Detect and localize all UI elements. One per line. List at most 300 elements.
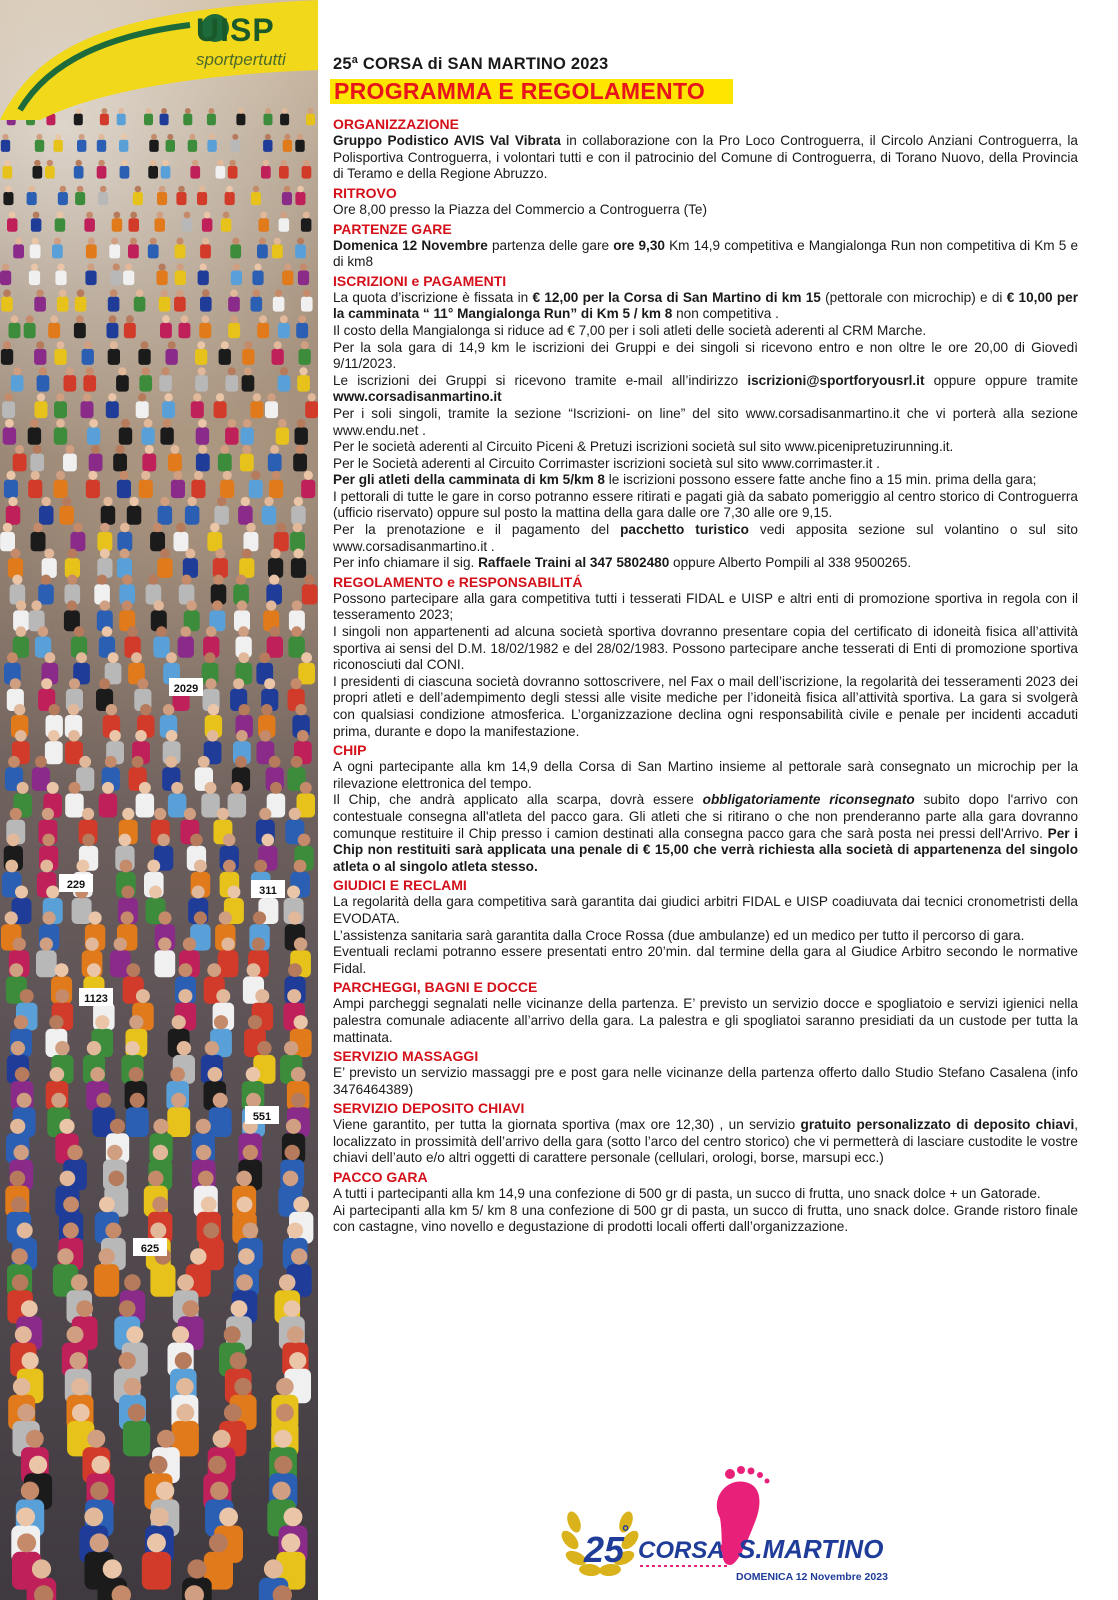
runner-body [0,532,15,551]
runner-head [156,626,167,637]
runner-head [141,471,150,480]
runner-head [294,549,304,559]
runner-head [40,937,53,950]
runner-head [110,289,118,297]
runner-body [159,297,171,312]
runner-body [161,166,171,179]
runner-head [3,289,11,297]
runner-body [113,454,127,472]
runner-head [296,445,305,454]
runner-head [57,341,65,349]
runner-head [150,238,157,245]
runner-body [167,1107,190,1137]
runner-body [301,480,315,498]
runner-body [171,480,185,498]
runner-head [264,497,273,506]
runner-head [32,1559,51,1578]
runner-head [7,834,20,847]
runner-head [203,1223,219,1239]
runner-head [177,264,184,271]
runner-head [280,315,288,323]
runner-body [219,349,231,365]
runner-head [215,549,225,559]
runner-head [177,1041,191,1055]
runner-body [302,584,318,604]
runner-head [224,1404,242,1422]
race-bib-number: 1123 [84,993,108,1005]
runner-head [270,626,281,637]
runner-head [280,367,288,375]
runner-head [208,704,219,715]
runner-head [278,419,287,428]
runner-body [142,454,156,472]
runner-head [56,419,65,428]
runner-head [163,419,172,428]
runner-head [121,160,127,166]
runner-head [182,575,192,585]
runner-head [126,315,134,323]
runner-head [57,212,64,219]
runner-body [301,297,313,312]
runner-body [262,506,277,525]
runner-head [122,575,132,585]
runner-head [236,730,248,742]
runner-body [13,454,27,472]
runner-body [159,375,172,392]
runner-head [120,549,130,559]
runner-body [117,480,131,498]
runner-head [274,1456,292,1474]
programme-document [333,56,1078,1238]
runner-head [76,160,82,166]
runner-body [305,401,318,418]
runner-head [17,1404,35,1422]
runner-body [265,401,278,418]
runner-body [261,166,271,179]
runner-head [223,834,236,847]
runner-head [149,886,162,899]
runner-head [84,1508,103,1527]
runner-body [136,793,155,817]
paragraph: Domenica 12 Novembre partenza delle gare ore 9,30 Km 14,9 competitiva e Mangialonga Run non competitiva di Km 5 e di km8 [333,237,1079,270]
runner-body [291,506,306,525]
runner-head [284,1300,301,1317]
runner-body [37,375,50,392]
runner-body [84,218,95,232]
section-heading: ORGANIZZAZIONE [333,116,459,133]
runner-head [99,678,110,689]
section-giudici [333,877,1078,977]
runner-body [160,323,172,339]
runner-head [42,497,51,506]
runner-head [141,341,149,349]
runner-head [77,289,85,297]
runner-body [196,427,209,444]
runner-body [57,297,69,312]
runner-head [47,160,53,166]
paragraph: I pettorali di tutte le gare in corso potranno essere ritirati e pagati già da sabato pomeriggio al centro storico di Controguerra (ufficio riservato) oppure sul posto la mattina della gara dalle ore 7,30 alle ore 9,15. [333,488,1078,521]
section-chip [333,742,1078,875]
runner-body [3,166,13,179]
runner-head [175,1352,192,1369]
runner-head [304,471,313,480]
runner-body [77,140,86,152]
runner-head [233,678,244,689]
runner-head [267,393,275,401]
runner-body [83,375,96,392]
paragraph: Per la sola gara di 14,9 km le iscrizioni dei Gruppi e dei singoli si ricevono entro e non oltre le ore 20,00 di Giovedì 9/11/2023. [333,339,1078,372]
runner-head [281,1533,300,1552]
runner-head [145,445,154,454]
runner-head [244,367,252,375]
runner-head [2,264,9,271]
runner-body [108,349,120,365]
runner-head [88,238,95,245]
runner-body [54,349,66,365]
runner-body [3,427,16,444]
runner-head [178,186,185,193]
runner-head [90,1533,109,1552]
runner-body [30,244,41,258]
website-link[interactable]: www.corsadisanmartino.it [333,389,502,405]
runner-body [207,532,222,551]
runner-head [14,1015,28,1029]
logo-corsa: CORSA [638,1537,725,1564]
runner-head [223,212,230,219]
runner-body [149,140,158,152]
runner-head [42,808,54,820]
runner-head [288,963,302,977]
runner-body [108,297,120,312]
runner-body [134,297,146,312]
runner-head [17,1093,32,1108]
runner-head [56,471,65,480]
runner-body [112,218,123,232]
runner-head [182,1300,199,1317]
runner-head [126,1326,143,1343]
runner-head [208,1456,226,1474]
runner-head [21,1482,39,1500]
runner-head [223,471,232,480]
runner-head [30,419,39,428]
runner-head [13,937,26,950]
runner-head [20,989,34,1003]
runner-body [228,793,247,817]
runner-head [253,186,260,193]
runner-body [282,192,292,205]
runner-body [244,532,259,551]
runner-body [301,218,312,232]
runner-body [101,506,116,525]
runner-head [255,989,269,1003]
runner-body [218,454,232,472]
runner-head [12,575,22,585]
runner-head [11,1197,27,1213]
runner-body [106,401,119,418]
runner-head [98,160,104,166]
runner-body [242,375,255,392]
runner-head [5,911,18,924]
runner-head [55,134,61,140]
runner-head [41,575,51,585]
runner-head [284,1508,303,1527]
runner-body [182,218,193,232]
runner-body [74,166,84,179]
runner-head [303,212,310,219]
runner-head [121,911,134,924]
runner-head [272,1482,290,1500]
runner-head [99,134,105,140]
runner-body [94,1264,119,1297]
runner-head [136,289,144,297]
runner-head [16,1508,35,1527]
section-deposito-chiavi [333,1100,1078,1167]
runner-head [72,1404,90,1422]
runner-head [57,1248,73,1264]
runner-head [287,1326,304,1343]
runner-head [232,238,239,245]
runner-head [76,1300,93,1317]
runner-body [65,793,84,817]
runner-body [168,454,182,472]
runner-body [148,244,159,258]
runner-head [6,471,15,480]
runner-head [29,1456,47,1474]
runner-head [55,963,69,977]
runner-head [286,1119,301,1134]
runner-head [173,471,182,480]
runner-head [126,963,140,977]
runner-body [39,506,54,525]
runner-head [38,626,49,637]
runner-body [52,244,63,258]
runner-head [22,1352,39,1369]
runner-head [67,549,77,559]
runner-head [259,652,270,663]
runner-head [50,1067,65,1082]
runner-head [121,134,127,140]
runner-head [198,367,206,375]
runner-body [129,218,140,232]
runner-head [289,808,301,820]
event-title: 25ª CORSA di SAN MARTINO 2023 [333,55,609,73]
runner-head [42,834,55,847]
runner-body [291,558,306,578]
runner-head [257,1041,271,1055]
paragraph: Per le società aderenti al Circuito Piceni & Pretuzi iscrizioni società sul sito www.picenipretuzirunning.it. [333,439,954,455]
runner-head [243,419,252,428]
runner-body [197,192,207,205]
runner-head [68,704,79,715]
runner-body [251,192,261,205]
runner-head [294,860,307,873]
runner-head [71,1274,88,1291]
runner-head [108,652,119,663]
runner-body [209,1107,232,1137]
paragraph: Per info chiamare il sig. Raffaele Traini al 347 5802480 oppure Alberto Pompili al 338 9500265. [333,555,912,571]
runner-head [213,575,223,585]
runner-head [13,367,21,375]
runner-head [118,367,126,375]
runner-head [147,860,160,873]
race-bib-number: 229 [66,879,86,891]
runner-head [291,678,302,689]
runner-body [238,506,253,525]
runner-head [291,1248,307,1264]
runner-head [264,678,275,689]
runner-head [59,1119,74,1134]
runner-body [293,454,307,472]
runner-body [297,375,310,392]
runner-head [136,989,150,1003]
runner-head [168,341,176,349]
runner-head [100,549,110,559]
runner-head [297,186,304,193]
runner-head [156,212,163,219]
runner-head [176,1378,194,1396]
runner-head [178,989,192,1003]
section-pacco-gara [333,1169,1078,1236]
runner-head [39,367,47,375]
runner-head [11,1248,27,1264]
runner-head [193,393,201,401]
runner-head [224,1326,241,1343]
runner-head [260,212,267,219]
runner-head [158,911,171,924]
runner-head [261,704,272,715]
runner-body [119,140,128,152]
runner-body [33,166,43,179]
runner-head [5,419,14,428]
runner-head [300,264,307,271]
runner-head [253,911,266,924]
runner-body [75,297,87,312]
runner-head [301,341,309,349]
runner-head [246,1067,261,1082]
runner-head [298,834,311,847]
runner-head [55,989,69,1003]
runner-head [3,523,13,533]
runner-head [162,315,170,323]
runner-head [196,1119,211,1134]
runner-head [284,134,290,140]
runner-head [113,264,120,271]
runner-body [252,271,263,286]
runner-head [17,1223,33,1239]
runner-head [201,315,209,323]
runner-head [16,600,26,610]
runner-head [294,937,307,950]
runner-head [110,341,118,349]
runner-head [181,315,189,323]
runner-head [107,1145,122,1160]
runner-head [226,186,233,193]
runner-head [205,782,217,794]
runner-head [102,782,114,794]
runner-body [196,454,210,472]
runner-body [157,192,167,205]
runner-head [228,367,236,375]
runner-body [1,140,10,152]
paragraph: La quota d’iscrizione è fissata in € 12,00 per la Corsa di San Martino di km 15 (pettorale con microchip) e di € 10,00 per la camminata “ 11° Mangialonga Run” di Km 5 / km 8 non competitiva . [333,289,1079,322]
runner-head [209,134,215,140]
runner-head [284,264,291,271]
runner-head [238,652,249,663]
runner-head [137,678,148,689]
runner-body [185,506,200,525]
runner-head [285,1145,300,1160]
runner-body [225,375,238,392]
runner-head [181,626,192,637]
runner-head [216,989,230,1003]
runner-body [31,532,46,551]
runner-head [305,575,315,585]
runner-body [191,401,204,418]
runner-body [295,140,304,152]
runner-body [0,271,11,286]
section-massaggi [333,1048,1078,1098]
runner-head [100,523,110,533]
runner-body [142,1552,171,1590]
runner-head [90,1482,108,1500]
runner-head [264,1559,283,1578]
runner-body [272,244,283,258]
runner-body [190,166,200,179]
runner-head [300,782,312,794]
runner-body [168,793,187,817]
section-heading: REGOLAMENTO e RESPONSABILITÁ [333,573,583,590]
runner-body [58,192,68,205]
paragraph: Per le Società aderenti al Circuito Corrimaster iscrizioni società sul sito www.corrimaster.it . [333,455,880,471]
runner-body [141,427,154,444]
runner-head [11,1041,25,1055]
runner-head [170,445,179,454]
runner-head [57,264,64,271]
runner-head [287,886,300,899]
paragraph: La regolarità della gara competitiva sarà garantita dai giudici arbitri FIDAL e UISP coadiuvata dai tecnici cronometristi della EVODATA. [333,894,1078,926]
runner-head [298,315,306,323]
runner-body [279,166,289,179]
runner-head [161,289,169,297]
runner-head [127,626,138,637]
runner-head [73,523,83,533]
runner-head [4,160,10,166]
email-link[interactable]: iscrizioni@sportforyousrl.it [747,372,925,388]
paragraph: I singoli non appartenenti ad alcuna società sportiva dovranno presentare copia del certificato di idoneità fisica all’attività sportiva ai sensi del D.M. 18/02/1982 e del 28/02/1983. Possono partecipare anche tesserati di Enti di promozione sportiva riconosciuti dal CONI. [333,624,1078,673]
runner-head [142,367,150,375]
runner-head [150,1223,166,1239]
paragraph: Eventuali reclami potranno essere presentati entro 20’min. dal termine della gara al Giudice Arbitro secondo le normative Fidal. [333,944,1078,976]
runner-body [98,192,108,205]
runner-head [291,1093,306,1108]
runner-head [17,782,29,794]
runner-head [5,860,18,873]
runner-body [63,454,77,472]
runner-head [260,730,272,742]
runner-head [110,1119,125,1134]
runner-head [56,393,64,401]
section-regolamento [333,574,1078,740]
runner-head [198,445,207,454]
runner-head [148,575,158,585]
runner-head [77,186,84,193]
runner-head [201,1197,217,1213]
runner-body [127,506,142,525]
section-heading: PARCHEGGI, BAGNI E DOCCE [333,979,538,996]
runner-head [62,497,71,506]
runner-head [50,315,58,323]
runner-head [294,497,303,506]
